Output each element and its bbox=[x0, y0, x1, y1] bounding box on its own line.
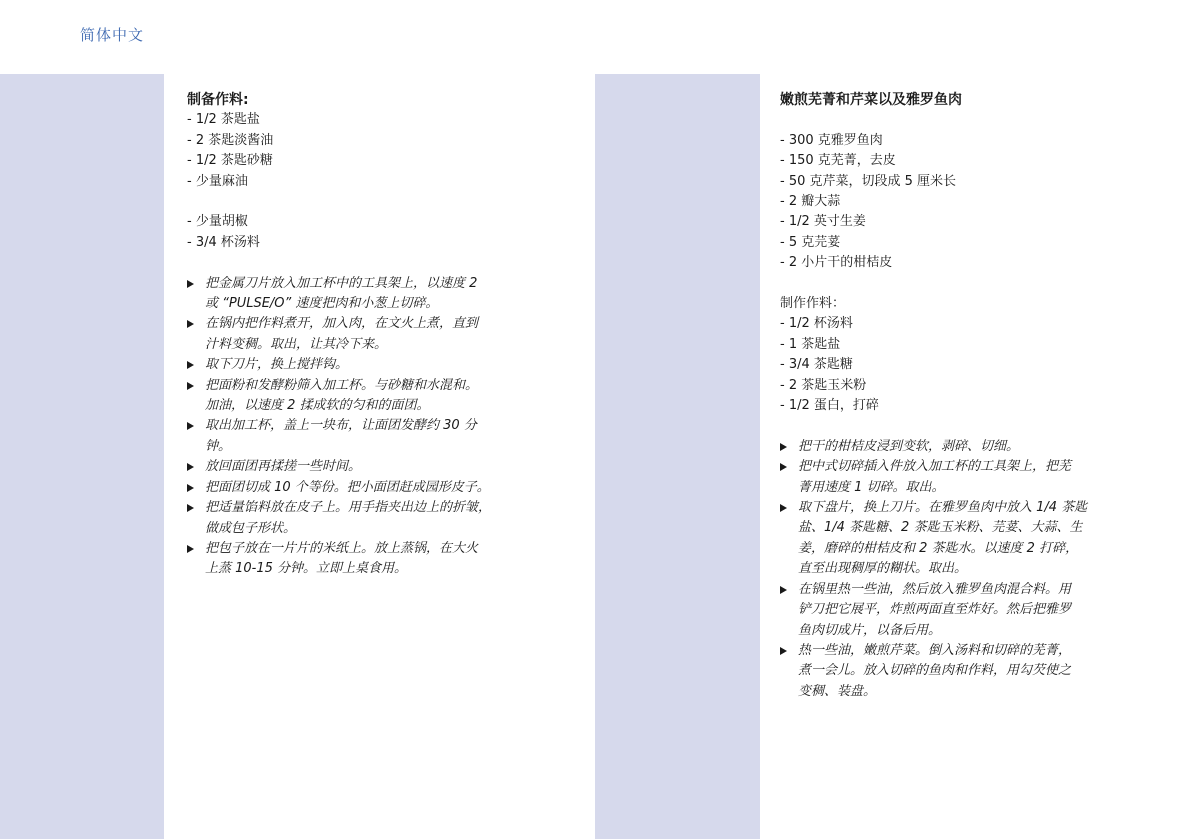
instruction-step bbox=[187, 457, 532, 477]
ingredient-item: - 1/2 茶匙盐 bbox=[187, 112, 260, 128]
instruction-step bbox=[187, 478, 532, 498]
step-text-line: 取下刀片，换上搅拌钩。 bbox=[205, 357, 349, 373]
left-sidebar-band bbox=[0, 74, 164, 839]
instruction-step bbox=[780, 457, 1125, 498]
triangle-bullet-icon bbox=[187, 545, 194, 553]
triangle-bullet-icon bbox=[780, 647, 787, 655]
ingredient-item: - 3/4 茶匙糖 bbox=[780, 357, 853, 373]
step-text-line: 煮一会儿。放入切碎的鱼肉和作料，用勾芡使之 bbox=[798, 663, 1072, 679]
ingredient-item: - 300 克雅罗鱼肉 bbox=[780, 132, 883, 148]
ingredient-item: - 少量胡椒 bbox=[187, 214, 248, 230]
step-text-line: 把金属刀片放入加工杯中的工具架上，以速度 2 bbox=[205, 275, 478, 291]
right-recipe-column bbox=[780, 90, 1125, 702]
triangle-bullet-icon bbox=[187, 422, 194, 430]
triangle-bullet-icon bbox=[780, 586, 787, 594]
triangle-bullet-icon bbox=[780, 504, 787, 512]
instruction-step bbox=[780, 641, 1125, 702]
right-steps-list bbox=[780, 437, 1125, 702]
step-text-line: 或 “PULSE/O” 速度把肉和小葱上切碎。 bbox=[205, 296, 439, 312]
instruction-step bbox=[187, 355, 532, 375]
triangle-bullet-icon bbox=[187, 382, 194, 390]
left-section-title: 制备作料: bbox=[187, 92, 249, 108]
language-label[interactable]: 简体中文 bbox=[80, 26, 145, 44]
step-text-line: 把面团切成 10 个等份。把小面团赶成园形皮子。 bbox=[205, 479, 490, 495]
step-text-line: 鱼肉切成片，以备后用。 bbox=[798, 622, 942, 638]
step-text-line: 姜，磨碎的柑桔皮和 2 茶匙水。以速度 2 打碎， bbox=[798, 540, 1079, 556]
ingredient-item: - 3/4 杯汤料 bbox=[187, 234, 260, 250]
instruction-step bbox=[187, 314, 532, 355]
instruction-step bbox=[187, 498, 532, 539]
ingredient-item: - 1/2 杯汤料 bbox=[780, 316, 853, 332]
middle-sidebar-band bbox=[595, 74, 760, 839]
step-text-line: 汁料变稠。取出，让其冷下来。 bbox=[205, 336, 388, 352]
instruction-step bbox=[187, 376, 532, 417]
ingredient-item: - 2 茶匙玉米粉 bbox=[780, 377, 867, 393]
step-text-line: 在锅内把作料煮开，加入肉，在文火上煮，直到 bbox=[205, 316, 479, 332]
step-text-line: 热一些油，嫩煎芹菜。倒入汤料和切碎的芜菁， bbox=[798, 642, 1072, 658]
step-text-line: 把适量馅料放在皮子上。用手指夹出边上的折皱， bbox=[205, 500, 492, 516]
triangle-bullet-icon bbox=[187, 463, 194, 471]
ingredient-item: - 1/2 茶匙砂糖 bbox=[187, 153, 273, 169]
right-recipe-title: 嫩煎芜菁和芹菜以及雅罗鱼肉 bbox=[780, 92, 962, 108]
ingredient-item: - 150 克芜菁，去皮 bbox=[780, 153, 896, 169]
instruction-step bbox=[187, 539, 532, 580]
step-text-line: 铲刀把它展平，炸煎两面直至炸好。然后把雅罗 bbox=[798, 602, 1072, 618]
step-text-line: 上蒸 10-15 分钟。立即上桌食用。 bbox=[205, 561, 408, 577]
triangle-bullet-icon bbox=[780, 443, 787, 451]
ingredient-item: - 5 克芫荽 bbox=[780, 234, 841, 250]
step-text-line: 直至出现稠厚的糊状。取出。 bbox=[798, 561, 968, 577]
triangle-bullet-icon bbox=[780, 463, 787, 471]
triangle-bullet-icon bbox=[187, 280, 194, 288]
left-steps-list bbox=[187, 274, 532, 580]
ingredient-item: - 1/2 蛋白，打碎 bbox=[780, 398, 879, 414]
triangle-bullet-icon bbox=[187, 484, 194, 492]
right-ingredients-list-a bbox=[780, 131, 1125, 274]
ingredient-item: - 50 克芹菜，切段成 5 厘米长 bbox=[780, 173, 957, 189]
step-text-line: 把干的柑桔皮浸到变软，剥碎、切细。 bbox=[798, 438, 1020, 454]
step-text-line: 钟。 bbox=[205, 438, 232, 454]
triangle-bullet-icon bbox=[187, 504, 194, 512]
instruction-step bbox=[187, 416, 532, 457]
left-recipe-column bbox=[187, 90, 532, 580]
instruction-step bbox=[780, 437, 1125, 457]
ingredient-item: - 2 小片干的柑桔皮 bbox=[780, 255, 893, 271]
step-text-line: 加油，以速度 2 揉成软的匀和的面团。 bbox=[205, 398, 430, 414]
left-ingredients-list-b bbox=[187, 212, 532, 253]
step-text-line: 做成包子形状。 bbox=[205, 520, 297, 536]
step-text-line: 变稠、装盘。 bbox=[798, 683, 877, 699]
triangle-bullet-icon bbox=[187, 361, 194, 369]
step-text-line: 盐、1/4 茶匙糖、2 茶匙玉米粉、芫荽、大蒜、生 bbox=[798, 520, 1083, 536]
step-text-line: 菁用速度 1 切碎。取出。 bbox=[798, 479, 945, 495]
right-subtitle: 制作作料： bbox=[780, 296, 846, 312]
ingredient-item: - 1 茶匙盐 bbox=[780, 336, 841, 352]
instruction-step bbox=[780, 498, 1125, 580]
left-ingredients-list-a bbox=[187, 110, 532, 192]
step-text-line: 把面粉和发酵粉筛入加工杯。与砂糖和水混和。 bbox=[205, 377, 479, 393]
step-text-line: 把中式切碎插入件放入加工杯的工具架上，把芜 bbox=[798, 459, 1072, 475]
ingredient-item: - 2 瓣大蒜 bbox=[780, 194, 841, 210]
ingredient-item: - 2 茶匙淡酱油 bbox=[187, 132, 274, 148]
step-text-line: 把包子放在一片片的米纸上。放上蒸锅，在大火 bbox=[205, 540, 479, 556]
step-text-line: 放回面团再揉搓一些时间。 bbox=[205, 459, 362, 475]
instruction-step bbox=[187, 274, 532, 315]
step-text-line: 取下盘片，换上刀片。在雅罗鱼肉中放入 1/4 茶匙 bbox=[798, 500, 1088, 516]
step-text-line: 取出加工杯，盖上一块布，让面团发酵约 30 分 bbox=[205, 418, 477, 434]
step-text-line: 在锅里热一些油，然后放入雅罗鱼肉混合料。用 bbox=[798, 581, 1072, 597]
triangle-bullet-icon bbox=[187, 320, 194, 328]
right-ingredients-list-b bbox=[780, 314, 1125, 416]
instruction-step bbox=[780, 580, 1125, 641]
ingredient-item: - 1/2 英寸生姜 bbox=[780, 214, 866, 230]
ingredient-item: - 少量麻油 bbox=[187, 173, 248, 189]
